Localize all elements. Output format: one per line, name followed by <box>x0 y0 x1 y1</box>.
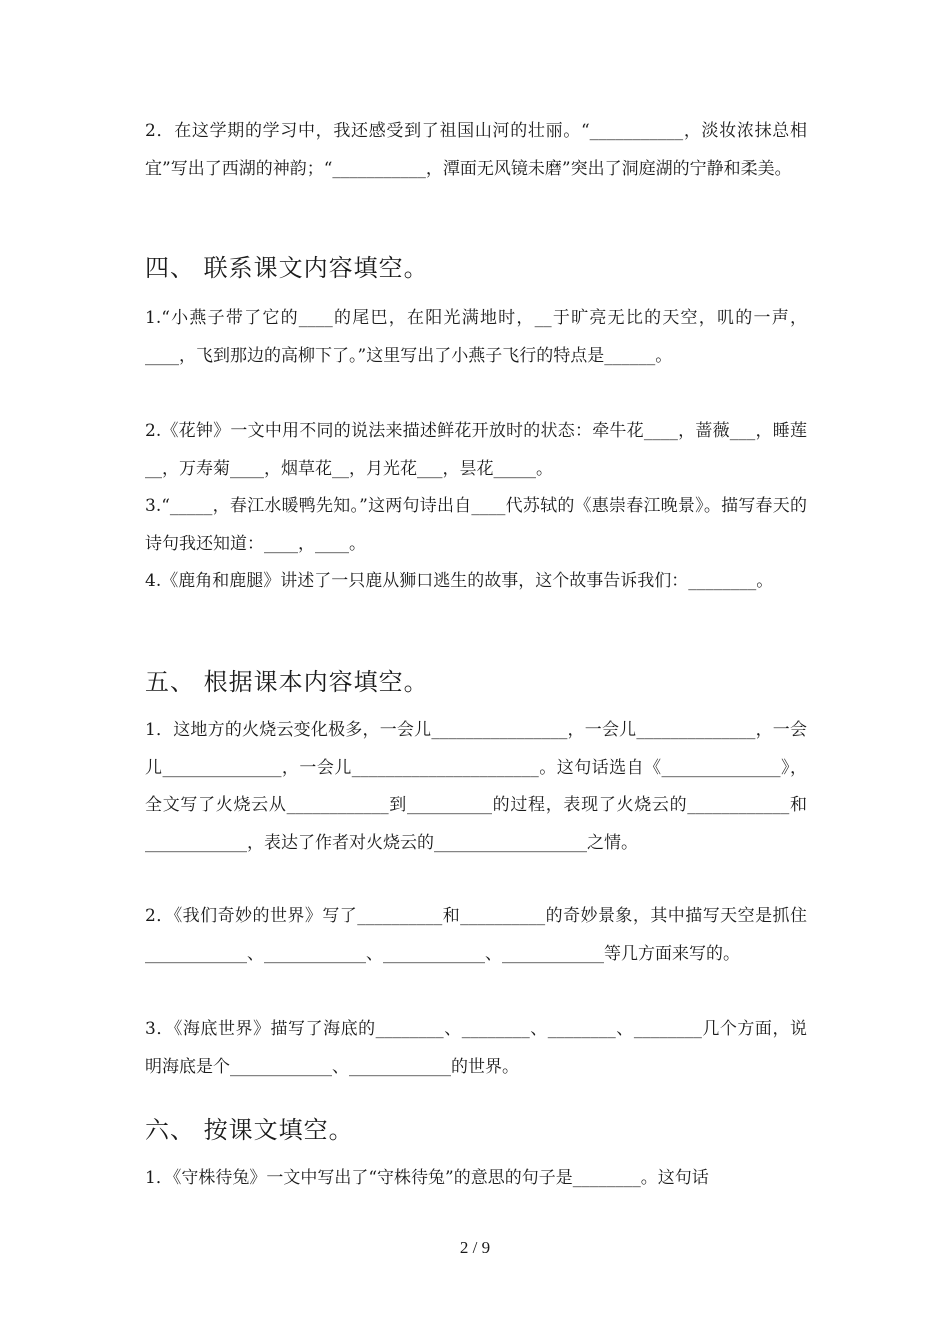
section4-question-3: 3.“_____，春江水暖鸭先知。”这两句诗出自____代苏轼的《惠崇春江晚景》。描写春天的诗句我还知道：____，____。 <box>145 496 807 554</box>
section4-question-4: 4.《鹿角和鹿腿》讲述了一只鹿从狮口逃生的故事，这个故事告诉我们：________。 <box>145 571 774 591</box>
section5-heading: 五、 根据课本内容填空。 <box>145 668 429 696</box>
section4-question-2: 2.《花钟》一文中用不同的说法来描述鲜花开放时的状态：牵牛花____，蔷薇___，睡莲__，万寿菊____，烟草花__，月光花___，昙花_____。 <box>145 421 807 479</box>
section5-question-3: 3．《海底世界》描写了海底的________、________、________、________几个方面，说明海底是个____________、____________的世界。 <box>145 1019 807 1077</box>
page-number: 2 / 9 <box>459 1238 491 1257</box>
section3-question-2: 2．在这学期的学习中，我还感受到了祖国山河的壮丽。“___________，淡妆浓抹总相宜”写出了西湖的神韵；“___________，潭面无风镜未磨”突出了洞庭湖的宁静和柔美。 <box>145 121 807 179</box>
section4-heading: 四、 联系课文内容填空。 <box>145 254 429 282</box>
section5-question-1: 1．这地方的火烧云变化极多，一会儿________________，一会儿______________，一会儿______________，一会儿______________________。这句话选自《______________》，全文写了火烧云从____________到__________的过程，表现了火烧云的____________和____________，表达了作者对火烧云的__________________之情。 <box>145 720 807 853</box>
section6-heading: 六、 按课文填空。 <box>145 1116 354 1144</box>
section5-question-2: 2．《我们奇妙的世界》写了__________和__________的奇妙景象，其中描写天空是抓住____________、____________、____________、____________等几方面来写的。 <box>145 906 807 964</box>
section6-question-1: 1．《守株待兔》一文中写出了“守株待兔”的意思的句子是________。这句话 <box>145 1168 709 1188</box>
section4-question-1: 1.“小燕子带了它的____的尾巴，在阳光满地时，__于旷亮无比的天空，叽的一声，____，飞到那边的高柳下了。”这里写出了小燕子飞行的特点是______。 <box>145 308 807 366</box>
